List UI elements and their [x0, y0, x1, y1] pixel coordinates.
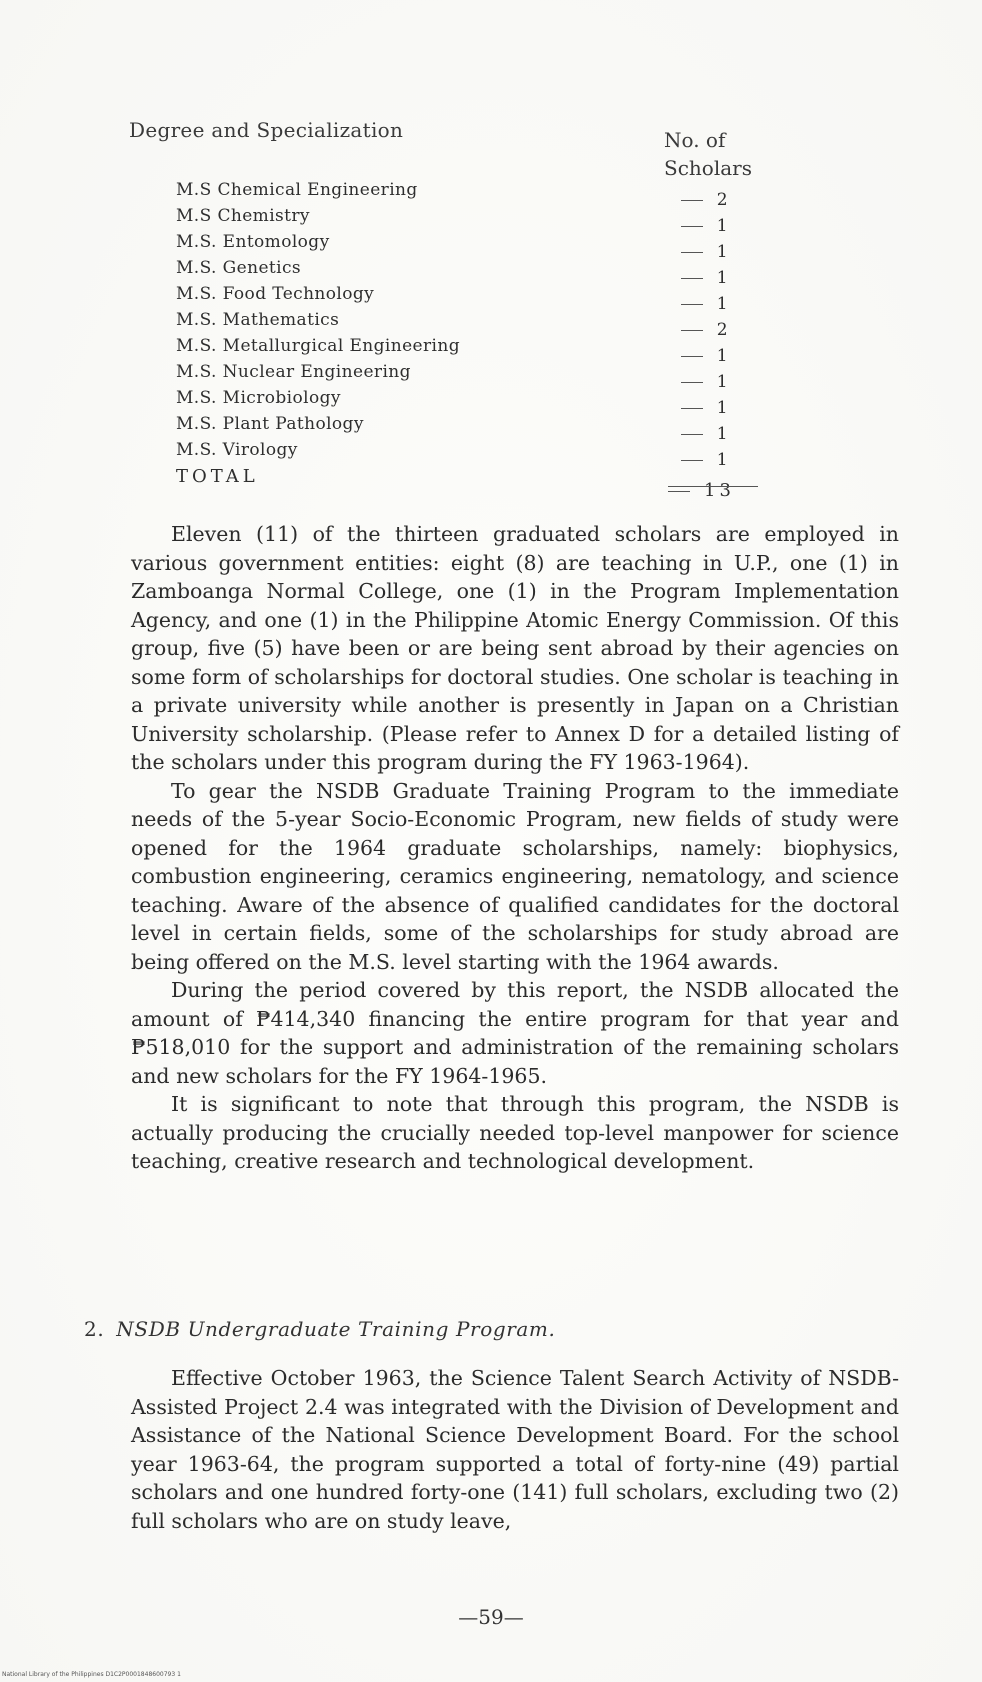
- body-text-block-1: [131, 520, 899, 1176]
- section-title: NSDB Undergraduate Training Program.: [116, 1317, 556, 1341]
- leader-dash: [681, 252, 703, 253]
- table-row: [176, 414, 736, 444]
- count-value: 2: [716, 190, 728, 210]
- count-value: 1: [716, 268, 728, 288]
- paragraph: To gear the NSDB Graduate Training Program to the immediate needs of the 5-year Socio-Economic Program, new fields of study were opened for the 1964 graduate scholarships, namely: biophysics, combustion engineering, ceramics engineering, nematology, and science teaching. Aware of the absence of qualified candidates for the doctoral level in certain fields, some of the scholarships for study abroad are being offered on the M.S. level starting with the 1964 awards.: [131, 778, 899, 974]
- total-rule: [668, 486, 758, 487]
- count-value: 1: [716, 294, 728, 314]
- total-label: TOTAL: [176, 466, 259, 487]
- section-heading: [84, 1317, 555, 1341]
- specialization-name: M.S. Genetics: [176, 258, 302, 278]
- paragraph: Effective October 1963, the Science Talent Search Activity of NSDB-Assisted Project 2.4 was integrated with the Division of Development and Assistance of the National Science Development Board. For the school year 1963-64, the program supported a total of forty-nine (49) partial scholars and one hundred forty-one (141) full scholars, excluding two (2) full scholars who are on study leave,: [131, 1366, 899, 1533]
- table-row: [176, 258, 736, 288]
- section-number: 2.: [84, 1317, 105, 1341]
- paragraph: Eleven (11) of the thirteen graduated scholars are employed in various government entities: eight (8) are teaching in U.P., one (1) in Zamboanga Normal College, one (1) in the Program Implementation Agency, and one (1) in the Philippine Atomic Energy Commission. Of this group, five (5) have been or are being sent abroad by their agencies on some form of scholarships for doctoral studies. One scholar is teaching in a private university while another is presently in Japan on a Christian University scholarship. (Please refer to Annex D for a detailed listing of the scholars under this program during the FY 1963-1964).: [131, 522, 899, 774]
- count-value: 1: [716, 450, 728, 470]
- specialization-name: M.S. Virology: [176, 440, 298, 460]
- leader-dash: [681, 434, 703, 435]
- page-number: —59—: [458, 1605, 524, 1629]
- table-row: [176, 388, 736, 418]
- count-value: 1: [716, 372, 728, 392]
- table-row: [176, 310, 736, 340]
- table-row: [176, 206, 736, 236]
- table-header-count-line1: No. of: [664, 128, 726, 152]
- table-header-degree: Degree and Specialization: [129, 118, 404, 142]
- table-row: [176, 284, 736, 314]
- leader-dash: [681, 460, 703, 461]
- count-value: 1: [716, 216, 728, 236]
- leader-dash: [681, 408, 703, 409]
- count-value: 1: [716, 424, 728, 444]
- leader-dash: [681, 330, 703, 331]
- leader-dash: [668, 491, 690, 492]
- table-header-count: [664, 126, 752, 182]
- leader-dash: [681, 278, 703, 279]
- specialization-name: M.S. Plant Pathology: [176, 414, 364, 434]
- paragraph: It is significant to note that through this program, the NSDB is actually producing the crucially needed top-level manpower for science teaching, creative research and technological development.: [131, 1092, 899, 1173]
- table-row: [176, 180, 736, 210]
- total-count: [668, 480, 735, 501]
- count-value: 1: [716, 346, 728, 366]
- specialization-name: M.S. Food Technology: [176, 284, 375, 304]
- count-value: 1: [716, 398, 728, 418]
- specialization-name: M.S. Microbiology: [176, 388, 341, 408]
- paragraph: During the period covered by this report, the NSDB allocated the amount of ₱414,340 financing the entire program for that year and ₱518,010 for the support and administration of the remaining scholars and new scholars for the FY 1964-1965.: [131, 978, 899, 1088]
- count-value: 2: [716, 320, 728, 340]
- table-header-count-line2: Scholars: [664, 156, 752, 180]
- scholar-table: [176, 180, 736, 501]
- specialization-name: M.S Chemistry: [176, 206, 310, 226]
- leader-dash: [681, 382, 703, 383]
- total-row: [176, 466, 736, 501]
- specialization-name: M.S. Metallurgical Engineering: [176, 336, 460, 356]
- specialization-name: M.S. Nuclear Engineering: [176, 362, 411, 382]
- specialization-name: M.S. Mathematics: [176, 310, 340, 330]
- leader-dash: [681, 226, 703, 227]
- table-row: [176, 440, 736, 470]
- count-value: 1: [716, 242, 728, 262]
- table-row: [176, 232, 736, 262]
- leader-dash: [681, 304, 703, 305]
- footer-caption: National Library of the Philippines D1C2P0001848600793 1: [2, 1671, 181, 1678]
- specialization-name: M.S. Entomology: [176, 232, 330, 252]
- leader-dash: [681, 356, 703, 357]
- table-row: [176, 336, 736, 366]
- table-row: [176, 362, 736, 392]
- specialization-name: M.S Chemical Engineering: [176, 180, 418, 200]
- body-text-block-2: [131, 1364, 899, 1535]
- leader-dash: [681, 200, 703, 201]
- total-value: 13: [704, 480, 735, 501]
